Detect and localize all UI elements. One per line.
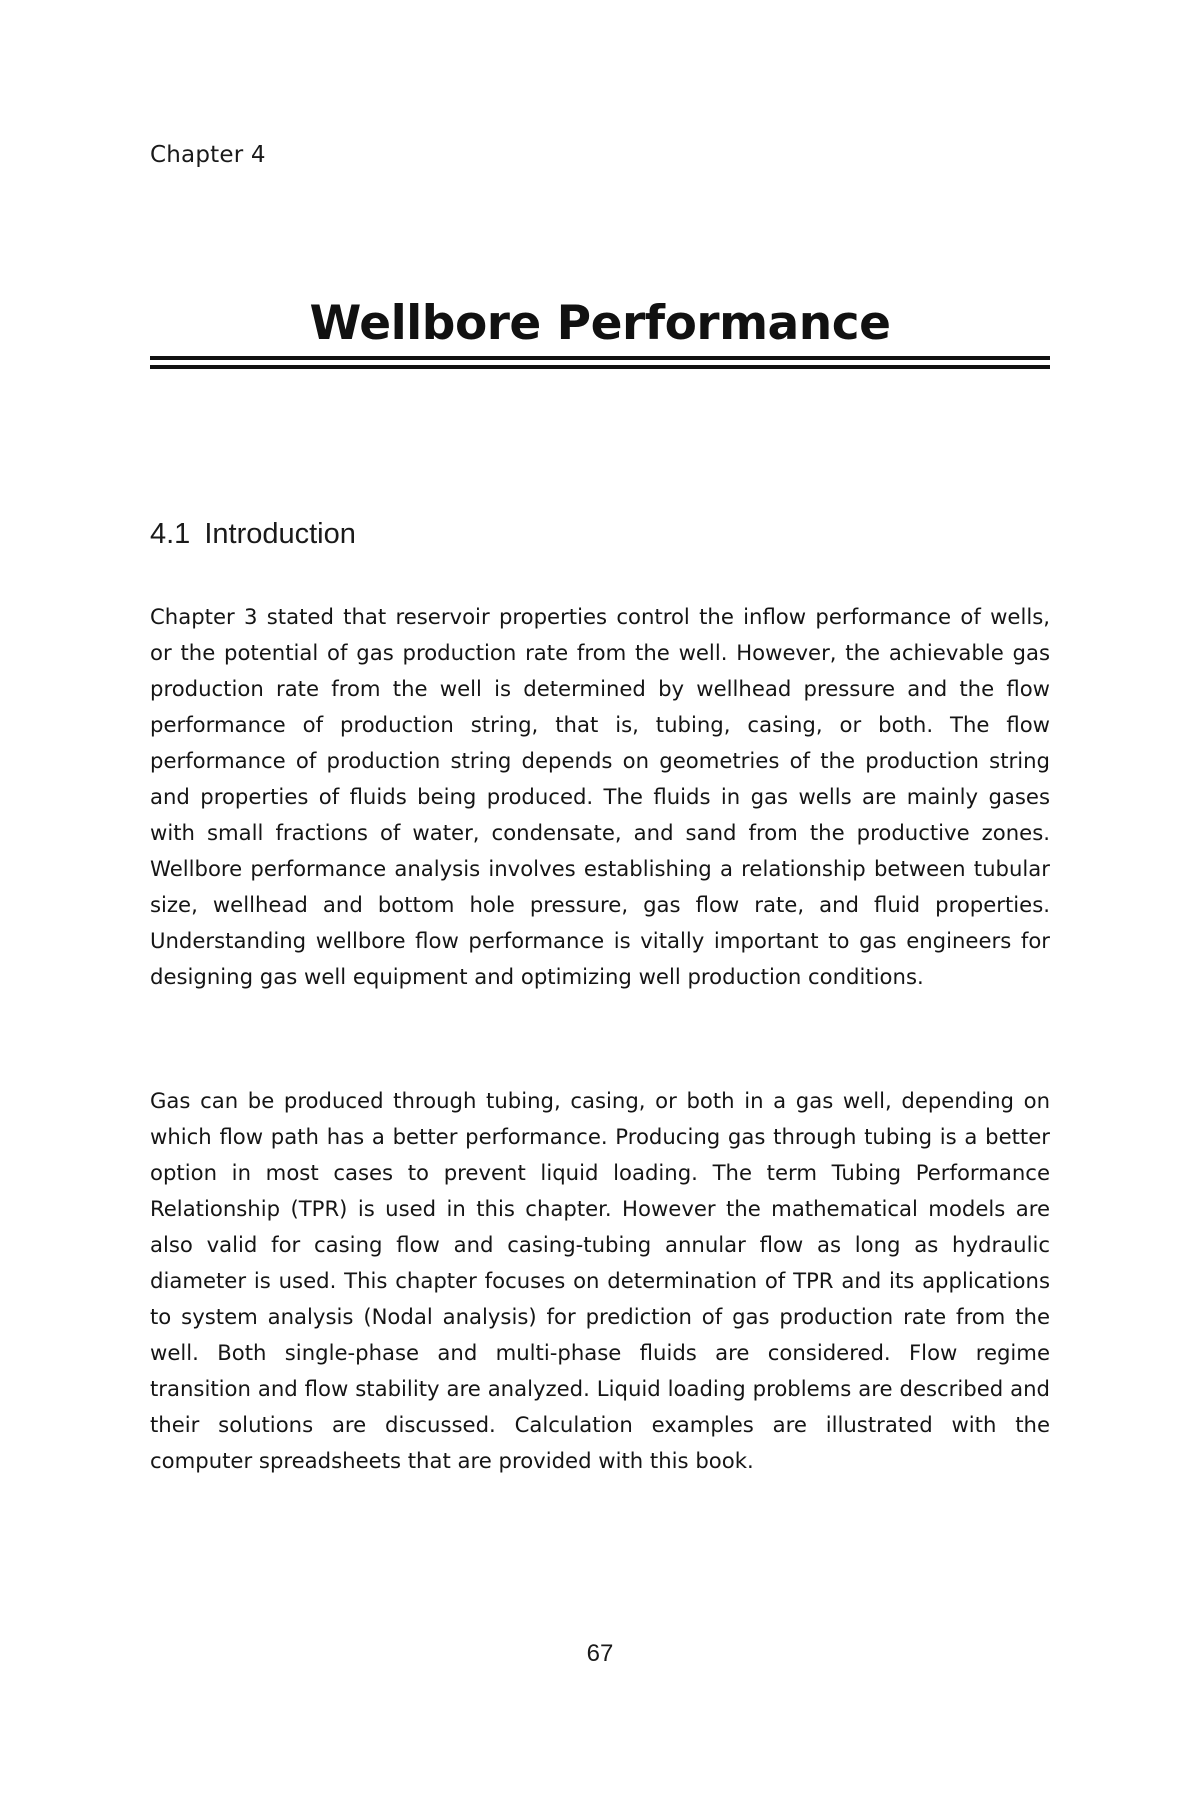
title-rule-bottom (150, 365, 1050, 369)
paragraph: Chapter 3 stated that reservoir properties control the inflow performance of wells, or the potential of gas production rate from the well. However, the achievable gas production rate from the well is determined by wellhead pressure and the flow performance of production string, that is, tubing, casing, or both. The flow performance of production string depends on geometries of the production string and properties of fluids being produced. The fluids in gas wells are mainly gases with small fractions of water, condensate, and sand from the productive zones. Wellbore performance analysis involves establishing a relationship between tubular size, wellhead and bottom hole pressure, gas flow rate, and fluid properties. Understanding wellbore flow performance is vitally important to gas engineers for designing gas well equipment and optimizing well production conditions. (150, 604, 1050, 989)
title-rule-top (150, 356, 1050, 360)
section-number: 4.1 (150, 518, 191, 550)
chapter-label: Chapter 4 (150, 142, 266, 168)
page-number: 67 (586, 1640, 614, 1667)
section-title: Introduction (204, 518, 356, 550)
section-heading (150, 518, 356, 551)
chapter-title: Wellbore Performance (309, 296, 891, 351)
paragraph: Gas can be produced through tubing, casing, or both in a gas well, depending on which flow path has a better performance. Producing gas through tubing is a better option in most cases to prevent liquid loading. The term Tubing Performance Relationship (TPR) is used in this chapter. However the mathematical models are also valid for casing flow and casing-tubing annular flow as long as hydraulic diameter is used. This chapter focuses on determination of TPR and its applications to system analysis (Nodal analysis) for prediction of gas production rate from the well. Both single-phase and multi-phase fluids are considered. Flow regime transition and flow stability are analyzed. Liquid loading problems are described and their solutions are discussed. Calculation examples are illustrated with the computer spreadsheets that are provided with this book. (150, 1088, 1050, 1473)
